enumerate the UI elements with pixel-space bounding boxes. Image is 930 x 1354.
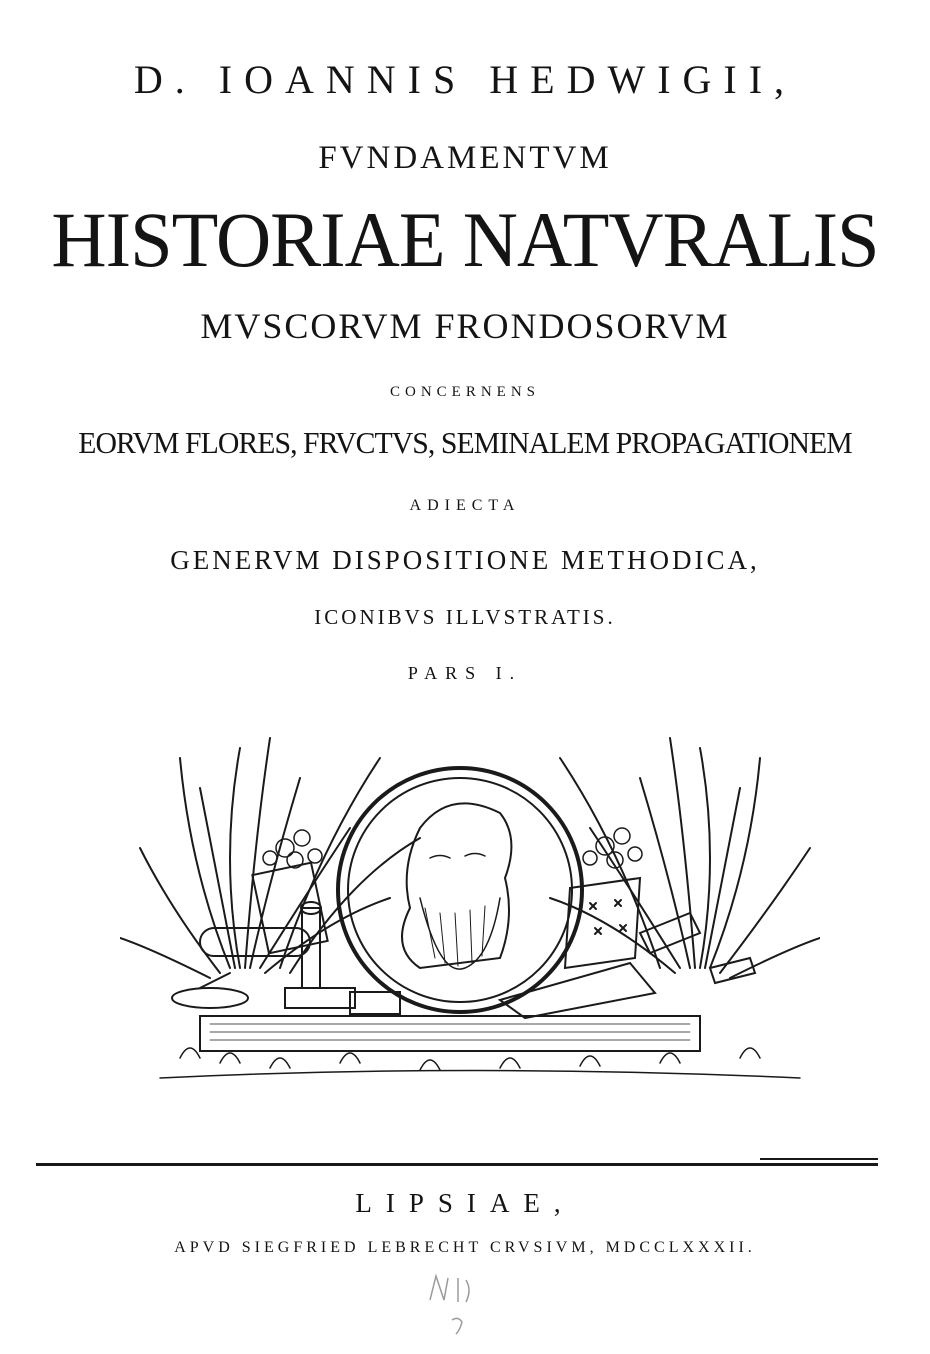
left-grass-icon (120, 738, 420, 978)
imprint-city: LIPSIAE, (355, 1188, 575, 1218)
horizontal-rule (36, 1163, 878, 1166)
right-grass-icon (550, 738, 820, 978)
fundamentum-line: FVNDAMENTVM (318, 140, 612, 176)
author-line: D. IOANNIS HEDWIGII, (133, 57, 797, 102)
main-title: HISTORIAE NATVRALIS (51, 196, 879, 283)
imprint-publisher: APVD SIEGFRIED LEBRECHT CRVSIVM, MDCCLXXXII. (174, 1239, 756, 1256)
portrait-medallion-icon (338, 768, 582, 1012)
flower-cluster-icon (263, 828, 642, 868)
engraved-vignette (120, 718, 820, 1108)
generum-line: GENERVM DISPOSITIONE METHODICA, (170, 545, 760, 575)
adiecta-line: ADIECTA (409, 497, 521, 514)
concernens-line: CONCERNENS (389, 384, 540, 400)
ground-grass-icon (160, 1048, 800, 1078)
iconibus-line: ICONIBVS ILLVSTRATIS. (314, 605, 616, 629)
pencil-shelfmark-icon (422, 1270, 492, 1340)
horizontal-rule-accent (760, 1158, 878, 1160)
stone-plinth-icon (200, 1016, 700, 1051)
pars-line: PARS I. (407, 663, 523, 683)
topics-line: EORVM FLORES, FRVCTVS, SEMINALEM PROPAGATIONEM (78, 425, 852, 460)
subject-line: MVSCORVM FRONDOSORVM (200, 306, 730, 346)
specimen-sheets-icon (500, 878, 700, 1018)
